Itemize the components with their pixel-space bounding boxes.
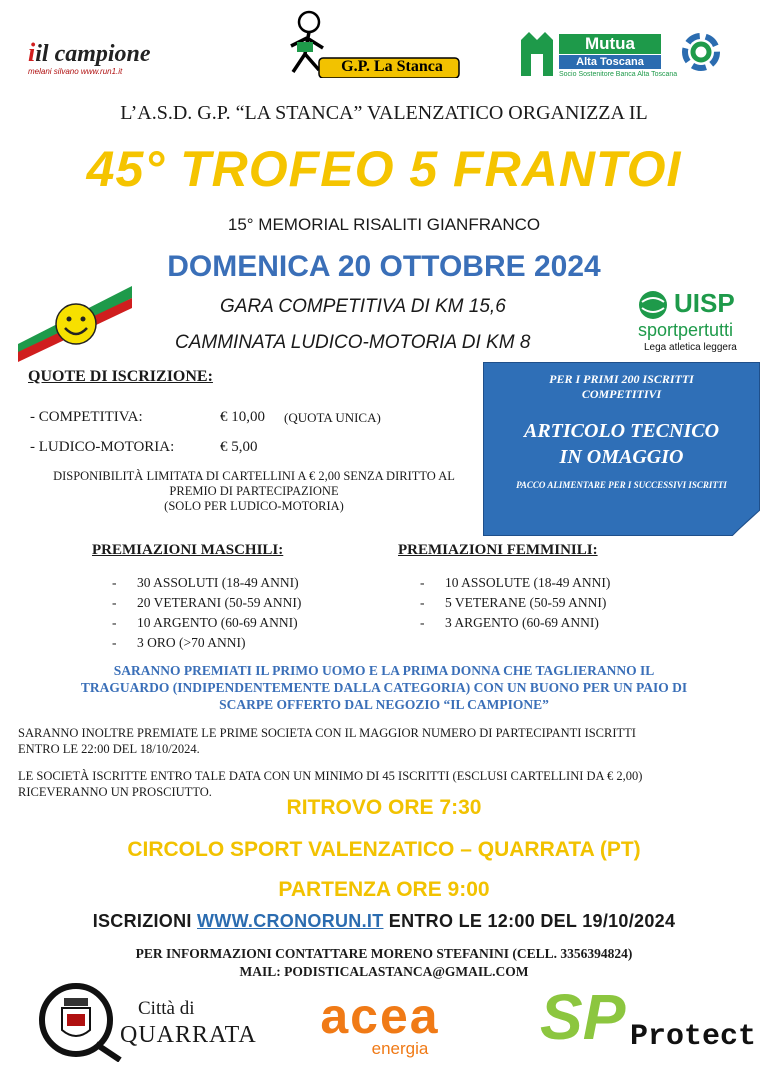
quote-price-competitive: € 10,00 <box>220 409 265 425</box>
gp-la-stanca-logo <box>275 8 465 78</box>
society-prize-line1: SARANNO INOLTRE PREMIATE LE PRIME SOCIETA CON IL MAGGIOR NUMERO DI PARTECIPANTI ISCRITTI <box>18 726 636 740</box>
registration-prefix: ISCRIZIONI <box>92 911 198 931</box>
acea-logo <box>272 988 488 1058</box>
female-prize-text: 5 VETERANE (50-59 ANNI) <box>445 595 607 610</box>
shoe-prize-paragraph <box>0 662 768 713</box>
male-prizes-heading: PREMIAZIONI MASCHILI: <box>92 542 284 558</box>
female-prize-item: - 3 ARGENTO (60-69 ANNI) <box>420 615 599 630</box>
castle-icon <box>517 28 557 78</box>
male-prize-text: 20 VETERANI (50-59 ANNI) <box>137 595 302 610</box>
quarrata-logo <box>34 980 257 1062</box>
uisp-sub: sportpertutti <box>638 320 734 340</box>
cronorun-link[interactable]: WWW.CRONORUN.IT <box>197 911 384 931</box>
quote-label-competitive: - COMPETITIVA: <box>30 409 143 425</box>
male-prize-text: 10 ARGENTO (60-69 ANNI) <box>137 615 298 630</box>
smiley-flag-icon <box>16 284 134 364</box>
society-prize-paragraph <box>18 725 636 757</box>
acea-sub: energia <box>371 1039 429 1058</box>
society-prize-line2: ENTRO LE 22:00 DEL 18/10/2024. <box>18 742 200 756</box>
female-prize-text: 3 ARGENTO (60-69 ANNI) <box>445 615 599 630</box>
event-location: CIRCOLO SPORT VALENZATICO – QUARRATA (PT) <box>127 838 641 861</box>
male-prizes-list <box>112 573 301 653</box>
male-prize-text: 3 ORO (>70 ANNI) <box>137 635 246 650</box>
sp-sub: Protect <box>630 1020 757 1054</box>
cartellini-note-line3: (SOLO PER LUDICO-MOTORIA) <box>164 499 344 513</box>
quote-note-competitive: (QUOTA UNICA) <box>284 410 381 425</box>
sp-protect-logo <box>540 982 755 1060</box>
mutua-sub: Alta Toscana <box>559 55 661 69</box>
shoe-prize-line1: SARANNO PREMIATI IL PRIMO UOMO E LA PRIMA DONNA CHE TAGLIERANNO IL <box>113 663 655 678</box>
promo-box <box>483 362 760 536</box>
female-prize-item: - 10 ASSOLUTE (18-49 ANNI) <box>420 575 611 590</box>
acea-name: acea <box>320 988 440 1044</box>
sp-name: SP <box>540 981 626 1053</box>
quote-price-walk: € 5,00 <box>220 439 258 455</box>
uisp-globe-icon <box>636 288 670 322</box>
ritrovo-time: RITROVO ORE 7:30 <box>286 796 482 819</box>
registration-line <box>0 911 768 932</box>
female-prize-item: - 5 VETERANE (50-59 ANNI) <box>420 595 607 610</box>
event-title: 45° TROFEO 5 FRANTOI <box>86 141 682 197</box>
quarrata-line1: Città di <box>138 998 195 1019</box>
page-curl-icon <box>732 510 760 536</box>
memorial-line: 15° MEMORIAL RISALITI GIANFRANCO <box>227 215 541 234</box>
people-circle-icon <box>669 30 733 74</box>
contact-block <box>0 945 768 981</box>
race-competitive: GARA COMPETITIVA DI KM 15,6 <box>220 296 506 317</box>
quote-heading: QUOTE DI ISCRIZIONE: <box>28 368 213 385</box>
cartellini-note <box>0 469 508 514</box>
cartellini-note-line2: PREMIO DI PARTECIPAZIONE <box>169 484 339 498</box>
uisp-name: UISP <box>674 288 735 318</box>
gp-logo-name: G.P. La Stanca <box>341 58 443 75</box>
female-prizes-list <box>420 573 610 633</box>
mutua-logo <box>517 28 737 82</box>
male-prize-item: - 20 VETERANI (50-59 ANNI) <box>112 595 302 610</box>
campione-logo-name: il campione <box>35 41 151 67</box>
uisp-tagline: Lega atletica leggera <box>644 342 737 353</box>
promo-big2: IN OMAGGIO <box>559 446 684 468</box>
female-prizes-heading: PREMIAZIONI FEMMINILI: <box>398 542 598 558</box>
male-prize-item: - 30 ASSOLUTI (18-49 ANNI) <box>112 575 299 590</box>
event-date: DOMENICA 20 OTTOBRE 2024 <box>167 250 601 283</box>
partenza-time: PARTENZA ORE 9:00 <box>278 878 490 901</box>
promo-line1: PER I PRIMI 200 ISCRITTI <box>549 372 694 386</box>
mutua-name: Mutua <box>559 34 661 54</box>
sorriso-logo <box>16 284 134 364</box>
male-prize-item: - 3 ORO (>70 ANNI) <box>112 635 246 650</box>
quarrata-crest-icon <box>34 980 130 1062</box>
promo-line2: COMPETITIVI <box>581 387 662 401</box>
race-walk: CAMMINATA LUDICO-MOTORIA DI KM 8 <box>175 332 531 353</box>
prosciutto-line2: RICEVERANNO UN PROSCIUTTO. <box>18 785 212 799</box>
campione-logo-mark: i <box>28 38 36 67</box>
promo-small: PACCO ALIMENTARE PER I SUCCESSIVI ISCRITTI <box>516 480 727 490</box>
mutua-tagline: Socio Sostenitore Banca Alta Toscana <box>559 71 678 78</box>
campione-logo-sub: melani silvano www.run1.it <box>28 67 123 76</box>
promo-big1: ARTICOLO TECNICO <box>523 420 720 442</box>
shoe-prize-line3: SCARPE OFFERTO DAL NEGOZIO “IL CAMPIONE” <box>219 697 549 712</box>
contact-email: MAIL: PODISTICALASTANCA@GMAIL.COM <box>239 964 529 979</box>
quote-label-walk: - LUDICO-MOTORIA: <box>30 439 175 455</box>
female-prize-text: 10 ASSOLUTE (18-49 ANNI) <box>445 575 611 590</box>
prosciutto-line1: LE SOCIETÀ ISCRITTE ENTRO TALE DATA CON UN MINIMO DI 45 ISCRITTI (ESCLUSI CARTELLINI DA € 2,00) <box>18 769 643 783</box>
organizer-line: L’A.S.D. G.P. “LA STANCA” VALENZATICO ORGANIZZA IL <box>120 102 648 124</box>
registration-deadline: ENTRO LE 12:00 DEL 19/10/2024 <box>383 911 676 931</box>
quarrata-line2: QUARRATA <box>120 1022 257 1048</box>
uisp-logo <box>636 286 758 356</box>
male-prize-item: - 10 ARGENTO (60-69 ANNI) <box>112 615 298 630</box>
campione-logo <box>28 40 228 80</box>
shoe-prize-line2: TRAGUARDO (INDIPENDENTEMENTE DALLA CATEGORIA) CON UN BUONO PER UN PAIO DI <box>80 680 688 695</box>
contact-line: PER INFORMAZIONI CONTATTARE MORENO STEFANINI (CELL. 3356394824) <box>135 946 633 961</box>
cartellini-note-line1: DISPONIBILITÀ LIMITATA DI CARTELLINI A € 2,00 SENZA DIRITTO AL <box>53 469 455 483</box>
male-prize-text: 30 ASSOLUTI (18-49 ANNI) <box>137 575 299 590</box>
